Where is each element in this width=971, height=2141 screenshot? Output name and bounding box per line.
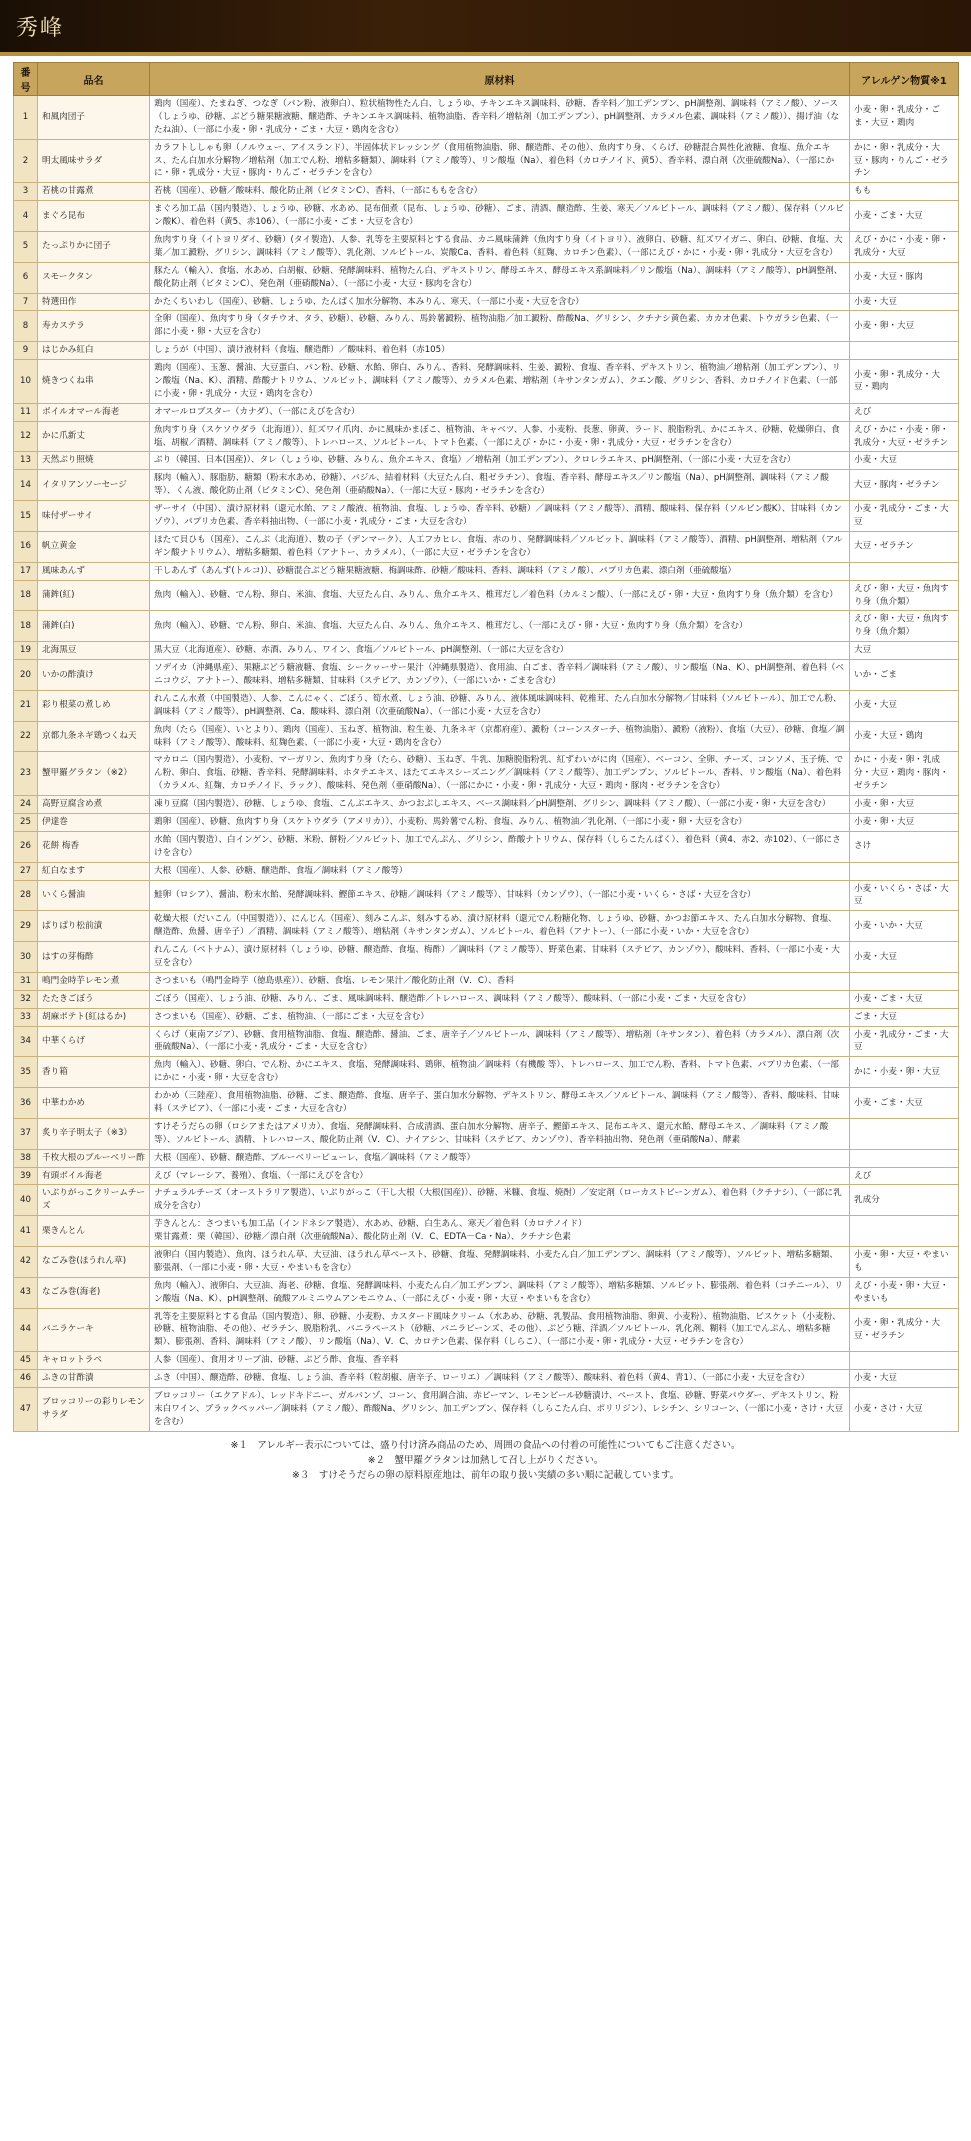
- ingredients-text: くらげ（東南アジア）、砂糖、食用植物油脂、食塩、醸造酢、醤油、ごま、唐辛子／ソルビトール、調味料（アミノ酸等）、増粘剤（キサンタン）、着色料（カラメル）、漂白剤（次亜硫酸Na）、（一部に小麦・乳成分・ごま・大豆を含む）: [150, 1026, 850, 1057]
- product-name: 焼きつくね串: [38, 360, 150, 404]
- row-number: 18: [14, 580, 38, 611]
- row-number: 10: [14, 360, 38, 404]
- allergens-text: 小麦・いか・大豆: [850, 911, 959, 942]
- ingredients-text: マカロニ（国内製造）、小麦粉、マーガリン、魚肉すり身（たら、砂糖）、玉ねぎ、牛乳、加糖脱脂粉乳、紅ずわいがに肉（国産）、ベーコン、全卵、チーズ、コンソメ、玉子焼、でん粉、卵白、食塩、砂糖、香辛料、発酵調味料、ホタテエキス、ほたてエキスシーズニング／調味料（アミノ酸等）、加工デンプン、ソルビトール、香料、リン酸塩（Na）、着色料（カラメル、紅麹、カロチノイド、ラック）、酸味料、発色剤（亜硝酸Na）、（一部にかに・小麦・卵・乳成分・大豆・鶏肉・豚肉・ゼラチンを含む）: [150, 752, 850, 796]
- row-number: 24: [14, 796, 38, 814]
- footnote: ※１ アレルギー表示については、盛り付け済み商品のため、周囲の食品への付着の可能性についてもご注意ください。: [230, 1439, 741, 1451]
- table-row: [14, 1308, 959, 1352]
- allergens-text: 小麦・乳成分・ごま・大豆: [850, 501, 959, 532]
- ingredients-text: さつまいも（国産）、砂糖、ごま、植物油、（一部にごま・大豆を含む）: [150, 1008, 850, 1026]
- ingredients-text: 魚肉すり身（イトヨリダイ、砂糖）(タイ製造)、人参、乳等を主要原料とする食品、カニ風味蒲鉾（魚肉すり身（イトヨリ）、液卵白、砂糖、紅ズワイガニ、卵白、砂糖、食塩、大葉／加工澱粉、グリシン、調味料（アミノ酸等）、乳化剤、ソルビトール、炭酸Ca、香料、着色料（紅麹、カロチン色素）、（一部にえび・かに・小麦・卵・乳成分・大豆を含む）: [150, 232, 850, 263]
- ingredients-text: 豚肉（輸入）、豚脂肪、糖類（粉末水あめ、砂糖）、バジル、結着材料（大豆たん白、粗ゼラチン）、食塩、香辛料、酵母エキス／リン酸塩（Na）、pH調整剤、調味料（アミノ酸等）、くん液、酸化防止剤（ビタミンC）、発色剤（亜硝酸Na）、（一部に大豆・豚肉・ゼラチンを含む）: [150, 470, 850, 501]
- allergens-text: [850, 562, 959, 580]
- row-number: 44: [14, 1308, 38, 1352]
- ingredients-text: 乾燥大根（だいこん（中国製造））、にんじん（国産）、刻みこんぶ、刻みするめ、漬け原材料（還元でん粉糖化物、しょうゆ、砂糖、かつお節エキス、たん白加水分解物、食塩、醸造酢、魚醤、唐辛子）／酒精、調味料（アミノ酸等）、増粘剤（キサンタンガム）、ソルビトール、着色料（アナトー）、（一部に小麦・いか・大豆を含む）: [150, 911, 850, 942]
- table-row: [14, 1388, 959, 1432]
- row-number: 18: [14, 611, 38, 642]
- row-number: 14: [14, 470, 38, 501]
- row-number: 43: [14, 1277, 38, 1308]
- table-header-row: [14, 63, 959, 96]
- allergens-text: 小麦・大豆: [850, 1370, 959, 1388]
- row-number: 13: [14, 452, 38, 470]
- ingredients-text: 鶏肉（国産）、たまねぎ、つなぎ（パン粉、液卵白）、粒状植物性たん白、しょうゆ、チキンエキス調味料、砂糖、香辛料／加工デンプン、pH調整剤、調味料（アミノ酸）、ソース（しょうゆ、砂糖、ぶどう糖果糖液糖、醸造酢、チキンエキス調味料、植物油脂、香辛料／増粘剤（加工デンプン）、pH調整剤、カラメル色素、調味料（アミノ酸））、揚げ油（なたね油）、（一部に小麦・卵・乳成分・ごま・大豆・鶏肉を含む）: [150, 96, 850, 140]
- product-name: キャロットラペ: [38, 1352, 150, 1370]
- allergens-text: 小麦・いくら・さば・大豆: [850, 880, 959, 911]
- ingredients-text: ほたて貝ひも（国産）、こんぶ（北海道）、数の子（デンマーク）、人工フカヒレ、食塩、赤のり、発酵調味料／ソルビット、調味料（アミノ酸等）、酒精、pH調整剤、増粘剤（アルギン酸ナトリウム）、増粘多糖類、着色料（アナトー、カラメル）、（一部に大豆・ゼラチンを含む）: [150, 531, 850, 562]
- table-row: [14, 862, 959, 880]
- allergens-text: 小麦・ごま・大豆: [850, 201, 959, 232]
- ingredients-text: しょうが（中国）、漬け液材料（食塩、醸造酢）／酸味料、着色料（赤105）: [150, 342, 850, 360]
- row-number: 21: [14, 690, 38, 721]
- row-number: 33: [14, 1008, 38, 1026]
- product-name: はじかみ紅白: [38, 342, 150, 360]
- allergens-text: [850, 972, 959, 990]
- product-name: 帆立黄金: [38, 531, 150, 562]
- table-row: [14, 831, 959, 862]
- allergens-text: えび・小麦・卵・大豆・やまいも: [850, 1277, 959, 1308]
- ingredients-table: [13, 62, 959, 1432]
- table-row: [14, 262, 959, 293]
- ingredients-text: 魚肉（輸入）、砂糖、でん粉、卵白、米油、食塩、大豆たん白、みりん、魚介エキス、椎茸だし、（一部にえび・卵・大豆・魚肉すり身（魚介類）を含む）: [150, 611, 850, 642]
- row-number: 27: [14, 862, 38, 880]
- product-name: 若桃の甘露煮: [38, 183, 150, 201]
- footnotes: [13, 1438, 958, 1498]
- product-name: 香り箱: [38, 1057, 150, 1088]
- column-header-allergens: アレルゲン物質※1: [850, 63, 959, 96]
- table-row: [14, 580, 959, 611]
- ingredients-text: 鮭卵（ロシア）、醤油、粉末水飴、発酵調味料、鰹節エキス、砂糖／調味料（アミノ酸等）、甘味料（カンゾウ）、（一部に小麦・いくら・さば・大豆を含む）: [150, 880, 850, 911]
- ingredients-text: れんこん水煮（中国製造）、人参、こんにゃく、ごぼう、筍水煮、しょう油、砂糖、みりん、液体風味調味料、乾椎茸、たん白加水分解物／甘味料（ソルビトール）、加工でん粉、調味料（アミノ酸等）、pH調整剤、Ca、酸味料、漂白剤（次亜硫酸Na）、（一部に小麦・大豆を含む）: [150, 690, 850, 721]
- allergens-text: 乳成分: [850, 1185, 959, 1216]
- product-name: 蒲鉾(白): [38, 611, 150, 642]
- ingredients-text: 凍り豆腐（国内製造）、砂糖、しょうゆ、食塩、こんぶエキス、かつおぶしエキス、ベース調味料／pH調整剤、グリシン、調味料（アミノ酸）、（一部に小麦・卵・大豆を含む）: [150, 796, 850, 814]
- row-number: 32: [14, 990, 38, 1008]
- product-name: 高野豆腐含め煮: [38, 796, 150, 814]
- table-row: [14, 293, 959, 311]
- product-name: 味付ザーサイ: [38, 501, 150, 532]
- table-row: [14, 201, 959, 232]
- allergens-text: 小麦・乳成分・ごま・大豆: [850, 1026, 959, 1057]
- ingredients-text: 水飴（国内製造）、白インゲン、砂糖、米粉、餅粉／ソルビット、加工でんぷん、グリシン、酢酸ナトリウム、保存料（しらこたんぱく）、着色料（黄4、赤2、赤102）、（一部にさけを含む）: [150, 831, 850, 862]
- ingredients-text: れんこん（ベトナム）、漬け原材料（しょうゆ、砂糖、醸造酢、食塩、梅酢）／調味料（アミノ酸等）、野菜色素、甘味料（ステビア、カンゾウ）、酸味料、香料、（一部に小麦・大豆を含む）: [150, 942, 850, 973]
- column-header-ingredients: 原材料: [150, 63, 850, 96]
- ingredients-text: 乳等を主要原料とする食品（国内製造）、卵、砂糖、小麦粉、カスタード風味クリーム（水あめ、砂糖、乳製品、食用植物油脂、卵黄、小麦粉）、植物油脂、ビスケット（小麦粉、砂糖、植物油脂、その他）、ゼラチン、脱脂粉乳、バニラペースト（砂糖、バニラビーンズ、その他）、ぶどう糖、洋酒／ソルビトール、乳化剤、糊料（加工でんぷん、増粘多糖類）、膨張剤、香料、調味料（アミノ酸）、リン酸塩（Na）、V．C、カロテン色素、保存料（しらこ）、（一部に小麦・卵・乳成分・大豆・ゼラチンを含む）: [150, 1308, 850, 1352]
- allergens-text: 小麦・卵・乳成分・大豆・鶏肉: [850, 360, 959, 404]
- allergens-text: かに・卵・乳成分・大豆・豚肉・りんご・ゼラチン: [850, 139, 959, 183]
- allergens-text: 小麦・大豆: [850, 942, 959, 973]
- row-number: 19: [14, 642, 38, 660]
- ingredients-text: すけそうだらの卵（ロシアまたはアメリカ）、食塩、発酵調味料、合成清酒、蛋白加水分解物、唐辛子、鰹節エキス、昆布エキス、還元水飴、酵母エキス、／調味料（アミノ酸等）、ソルビトール、酒精、トレハロース、酸化防止剤（V．C）、ナイアシン、甘味料（ステビア、カンゾウ）、香辛料抽出物、発色剤（亜硝酸Na）、酵素: [150, 1118, 850, 1149]
- table-row: [14, 139, 959, 183]
- allergens-text: [850, 862, 959, 880]
- table-row: [14, 752, 959, 796]
- product-name: たっぷりかに団子: [38, 232, 150, 263]
- table-row: [14, 690, 959, 721]
- product-name: いくら醤油: [38, 880, 150, 911]
- product-name: 特選田作: [38, 293, 150, 311]
- row-number: 31: [14, 972, 38, 990]
- product-name: スモークタン: [38, 262, 150, 293]
- product-name: 彩り根菜の煮しめ: [38, 690, 150, 721]
- product-name: 千枚大根のブルーベリー酢: [38, 1149, 150, 1167]
- row-number: 37: [14, 1118, 38, 1149]
- table-row: [14, 531, 959, 562]
- product-name: 花餅 梅香: [38, 831, 150, 862]
- allergens-text: [850, 1149, 959, 1167]
- table-row: [14, 972, 959, 990]
- row-number: 5: [14, 232, 38, 263]
- product-name: まぐろ昆布: [38, 201, 150, 232]
- row-number: 1: [14, 96, 38, 140]
- product-name: なごみ巻(海老): [38, 1277, 150, 1308]
- row-number: 23: [14, 752, 38, 796]
- row-number: 12: [14, 421, 38, 452]
- product-name: バニラケーキ: [38, 1308, 150, 1352]
- column-header-product-name: 品名: [38, 63, 150, 96]
- row-number: 45: [14, 1352, 38, 1370]
- ingredients-text: ごぼう（国産）、しょう油、砂糖、みりん、ごま、風味調味料、醸造酢／トレハロース、調味料（アミノ酸等）、酸味料、（一部に小麦・ごま・大豆を含む）: [150, 990, 850, 1008]
- table-row: [14, 342, 959, 360]
- product-name: たたきごぼう: [38, 990, 150, 1008]
- table-row: [14, 1216, 959, 1247]
- ingredients-text: 黒大豆（北海道産）、砂糖、赤酒、みりん、ワイン、食塩／ソルビトール、pH調整剤、（一部に大豆を含む）: [150, 642, 850, 660]
- allergens-text: [850, 342, 959, 360]
- row-number: 20: [14, 660, 38, 691]
- table-row: [14, 360, 959, 404]
- table-row: [14, 403, 959, 421]
- table-row: [14, 452, 959, 470]
- table-row: [14, 1026, 959, 1057]
- allergens-text: 小麦・大豆・豚肉: [850, 262, 959, 293]
- product-name: 炙り辛子明太子（※3）: [38, 1118, 150, 1149]
- table-row: [14, 1352, 959, 1370]
- table-row: [14, 1185, 959, 1216]
- product-name: ぱりぱり松前漬: [38, 911, 150, 942]
- allergens-text: かに・小麦・卵・乳成分・大豆・鶏肉・豚肉・ゼラチン: [850, 752, 959, 796]
- product-name: 天然ぶり照焼: [38, 452, 150, 470]
- ingredients-text: カラフトししゃも卵（ノルウェー、アイスランド）、半固体状ドレッシング（食用植物油脂、卵、醸造酢、その他）、魚肉すり身、くらげ、砂糖混合異性化液糖、食塩、魚介エキス、たん白加水分解物／増粘剤（加工でん粉、増粘多糖類）、調味料（アミノ酸等）、リン酸塩（Na）、着色料（カロチノイド、黄5）、香辛料、漂白剤（次亜硫酸Na）、（一部にかに・卵・乳成分・大豆・豚肉・りんご・ゼラチンを含む）: [150, 139, 850, 183]
- ingredients-text: 鶏卵（国産）、砂糖、魚肉すり身（スケトウダラ（アメリカ））、小麦粉、馬鈴薯でん粉、食塩、みりん、植物油／乳化剤、（一部に小麦・卵・大豆を含む）: [150, 813, 850, 831]
- product-name: 伊達巻: [38, 813, 150, 831]
- table-row: [14, 911, 959, 942]
- allergens-text: 小麦・卵・大豆: [850, 813, 959, 831]
- ingredients-text: えび（マレーシア、養殖）、食塩、（一部にえびを含む）: [150, 1167, 850, 1185]
- allergens-text: 小麦・卵・乳成分・ごま・大豆・鶏肉: [850, 96, 959, 140]
- ingredients-text: 魚肉すり身（スケソウダラ（北海道））、紅ズワイ爪肉、かに風味かまぼこ、植物油、キャベツ、人参、小麦粉、長葱、卵黄、ラード、脱脂粉乳、かにエキス、砂糖、乾燥卵白、食塩、胡椒／酒精、調味料（アミノ酸等）、トレハロース、ソルビトール、トマト色素、（一部にえび・かに・小麦・卵・乳成分・大豆・ゼラチンを含む）: [150, 421, 850, 452]
- allergens-text: 小麦・卵・大豆: [850, 796, 959, 814]
- table-row: [14, 813, 959, 831]
- ingredients-text: オマールロブスター（カナダ）、（一部にえびを含む）: [150, 403, 850, 421]
- product-name: 明太風味サラダ: [38, 139, 150, 183]
- allergens-text: えび・かに・小麦・卵・乳成分・大豆・ゼラチン: [850, 421, 959, 452]
- table-row: [14, 990, 959, 1008]
- ingredients-text: わかめ（三陸産）、食用植物油脂、砂糖、ごま、醸造酢、食塩、唐辛子、蛋白加水分解物、デキストリン、酵母エキス／ソルビトール、調味料（アミノ酸等）、香料、酸味料、甘味料（ステビア）、（一部に小麦・ごま・大豆を含む）: [150, 1088, 850, 1119]
- footnote: ※２ 蟹甲羅グラタンは加熱して召し上がりください。: [367, 1454, 604, 1466]
- table-row: [14, 1118, 959, 1149]
- product-name: かに爪新丈: [38, 421, 150, 452]
- footnote: ※３ すけそうだらの卵の原料原産地は、前年の取り扱い実績の多い順に記載しています。: [291, 1470, 680, 1482]
- table-row: [14, 1167, 959, 1185]
- table-row: [14, 1149, 959, 1167]
- allergens-text: さけ: [850, 831, 959, 862]
- table-row: [14, 311, 959, 342]
- allergens-text: いか・ごま: [850, 660, 959, 691]
- row-number: 7: [14, 293, 38, 311]
- ingredients-text: 大根（国産）、砂糖、醸造酢、ブルーベリーピューレ、食塩／調味料（アミノ酸等）: [150, 1149, 850, 1167]
- ingredients-text: 若桃（国産）、砂糖／酸味料、酸化防止剤（ビタミンC）、香料、（一部にももを含む）: [150, 183, 850, 201]
- table-wrapper: [0, 56, 971, 1497]
- allergens-text: えび: [850, 403, 959, 421]
- column-header-number: 番号: [14, 63, 38, 96]
- row-number: 22: [14, 721, 38, 752]
- table-row: [14, 1088, 959, 1119]
- row-number: 40: [14, 1185, 38, 1216]
- allergens-text: 小麦・卵・乳成分・大豆・ゼラチン: [850, 1308, 959, 1352]
- row-number: 25: [14, 813, 38, 831]
- allergens-text: 小麦・卵・大豆: [850, 311, 959, 342]
- row-number: 16: [14, 531, 38, 562]
- row-number: 8: [14, 311, 38, 342]
- table-body: [14, 96, 959, 1432]
- header-bar: [0, 0, 971, 56]
- row-number: 15: [14, 501, 38, 532]
- row-number: 36: [14, 1088, 38, 1119]
- table-row: [14, 501, 959, 532]
- product-name: ブロッコリーの彩りレモンサラダ: [38, 1388, 150, 1432]
- allergens-text: 小麦・大豆: [850, 690, 959, 721]
- table-row: [14, 96, 959, 140]
- product-name: 有頭ボイル海老: [38, 1167, 150, 1185]
- allergens-text: 小麦・大豆: [850, 452, 959, 470]
- table-row: [14, 796, 959, 814]
- ingredients-text: さつまいも（鳴門金時芋（徳島県産））、砂糖、食塩、レモン果汁／酸化防止剤（V．C）、香料: [150, 972, 850, 990]
- row-number: 35: [14, 1057, 38, 1088]
- allergens-text: えび: [850, 1167, 959, 1185]
- ingredients-text: 鶏肉（国産）、玉葱、醤油、大豆蛋白、パン粉、砂糖、水飴、卵白、みりん、香料、発酵調味料、生姜、澱粉、食塩、香辛料、デキストリン、植物油／増粘剤（加工デンプン）、リン酸塩（Na、K）、酒精、酢酸ナトリウム、ソルビット、調味料（アミノ酸等）、カラメル色素、増粘剤（キサンタンガム）、クエン酸、グリシン、香料、カロチノイド色素、（一部に小麦・卵・乳成分・大豆・鶏肉を含む）: [150, 360, 850, 404]
- table-row: [14, 942, 959, 973]
- product-name: 蒲鉾(紅): [38, 580, 150, 611]
- row-number: 46: [14, 1370, 38, 1388]
- table-row: [14, 611, 959, 642]
- ingredients-text: 魚肉（たら（国産）、いとより）、鶏肉（国産）、玉ねぎ、植物油、粒生姜、九条ネギ（京都府産）、澱粉（コーンスターチ、植物油脂）、澱粉（液粉）、食塩（大豆）、砂糖、食塩／調味料（アミノ酸等）、酸味料、紅麹色素、（一部に小麦・大豆・鶏肉を含む）: [150, 721, 850, 752]
- table-row: [14, 183, 959, 201]
- table-row: [14, 721, 959, 752]
- product-name: いかの酢漬け: [38, 660, 150, 691]
- ingredients-text: かたくちいわし（国産）、砂糖、しょうゆ、たんぱく加水分解物、本みりん、寒天、（一部に小麦・大豆を含む）: [150, 293, 850, 311]
- product-name: 中華くらげ: [38, 1026, 150, 1057]
- row-number: 4: [14, 201, 38, 232]
- row-number: 6: [14, 262, 38, 293]
- row-number: 41: [14, 1216, 38, 1247]
- allergens-text: もも: [850, 183, 959, 201]
- allergens-text: かに・小麦・卵・大豆: [850, 1057, 959, 1088]
- product-name: ボイルオマール海老: [38, 403, 150, 421]
- ingredients-text: 干しあんず（あんず(トルコ)）、砂糖混合ぶどう糖果糖液糖、梅調味酢、砂糖／酸味料、香料、調味料（アミノ酸）、パプリカ色素、漂白剤（亜硫酸塩）: [150, 562, 850, 580]
- ingredients-text: ソデイカ（沖縄県産）、果糖ぶどう糖液糖、食塩、シークヮーサー果汁（沖縄県製造）、食用油、白ごま、香辛料／調味料（アミノ酸）、リン酸塩（Na、K）、pH調整剤、着色料（ベニコウジ、アナトー）、酸味料、増粘多糖類、甘味料（ステビア、カンゾウ）、（一部にいか・ごまを含む）: [150, 660, 850, 691]
- product-name: いぶりがっこクリームチーズ: [38, 1185, 150, 1216]
- allergens-text: [850, 1216, 959, 1247]
- row-number: 38: [14, 1149, 38, 1167]
- row-number: 28: [14, 880, 38, 911]
- row-number: 9: [14, 342, 38, 360]
- table-row: [14, 1370, 959, 1388]
- ingredients-text: 人参（国産）、食用オリーブ油、砂糖、ぶどう酢、食塩、香辛料: [150, 1352, 850, 1370]
- ingredients-text: 豚たん（輸入）、食塩、水あめ、白胡椒、砂糖、発酵調味料、植物たん白、デキストリン、酵母エキス、酵母エキス系調味料／リン酸塩（Na）、調味料（アミノ酸等）、pH調整剤、酸化防止剤（ビタミンC）、発色剤（亜硝酸Na）、（一部に小麦・大豆・豚肉を含む）: [150, 262, 850, 293]
- table-row: [14, 1247, 959, 1278]
- allergens-text: 小麦・大豆: [850, 293, 959, 311]
- allergens-text: 小麦・大豆・鶏肉: [850, 721, 959, 752]
- row-number: 39: [14, 1167, 38, 1185]
- product-name: ふきの甘酢漬: [38, 1370, 150, 1388]
- product-name: はすの芽梅酢: [38, 942, 150, 973]
- page-title: 秀峰: [16, 15, 65, 41]
- allergens-text: 大豆・豚肉・ゼラチン: [850, 470, 959, 501]
- product-name: 京都九条ネギ鶏つくね天: [38, 721, 150, 752]
- table-row: [14, 1057, 959, 1088]
- product-name: なごみ巻(ほうれん草): [38, 1247, 150, 1278]
- allergens-text: えび・かに・小麦・卵・乳成分・大豆: [850, 232, 959, 263]
- ingredients-text: まぐろ加工品（国内製造）、しょうゆ、砂糖、水あめ、昆布佃煮（昆布、しょうゆ、砂糖）、ごま、清酒、醸造酢、生姜、寒天／ソルビトール、調味料（アミノ酸）、保存料（ソルビン酸K）、着色料（黄5、赤106）、（一部に小麦・ごま・大豆を含む）: [150, 201, 850, 232]
- row-number: 47: [14, 1388, 38, 1432]
- allergens-text: ごま・大豆: [850, 1008, 959, 1026]
- product-name: 蟹甲羅グラタン（※2）: [38, 752, 150, 796]
- product-name: 胡麻ポテト(紅はるか): [38, 1008, 150, 1026]
- ingredients-text: ナチュラルチーズ（オーストラリア製造）、いぶりがっこ（干し大根（大根(国産)）、砂糖、米糠、食塩、焼酎）／安定剤（ローカストビーンガム）、着色料（クチナシ）、（一部に乳成分を含む）: [150, 1185, 850, 1216]
- allergens-text: えび・卵・大豆・魚肉すり身（魚介類）: [850, 580, 959, 611]
- ingredients-text: 液卵白（国内製造）、魚肉、ほうれん草、大豆油、ほうれん草ペースト、砂糖、食塩、発酵調味料、小麦たん白／加工デンプン、調味料（アミノ酸等）、ソルビット、増粘多糖類、膨張剤、（一部に小麦・卵・大豆・やまいもを含む）: [150, 1247, 850, 1278]
- ingredients-text: ザーサイ（中国）、漬け原材料（還元水飴、アミノ酸液、植物油、食塩、しょうゆ、香辛料、砂糖）／調味料（アミノ酸等）、酒精、酸味料、保存料（ソルビン酸K）、甘味料（カンゾウ）、パプリカ色素、香辛料抽出物、（一部に小麦・乳成分・ごま・大豆を含む）: [150, 501, 850, 532]
- ingredients-text: 全卵（国産）、魚肉すり身（タチウオ、タラ、砂糖）、砂糖、みりん、馬鈴薯澱粉、植物油脂／加工澱粉、酢酸Na、グリシン、クチナシ黄色素、カカオ色素、トウガラシ色素、（一部に小麦・卵・大豆を含む）: [150, 311, 850, 342]
- ingredients-text: 魚肉（輸入）、液卵白、大豆油、海老、砂糖、食塩、発酵調味料、小麦たん白／加工デンプン、調味料（アミノ酸等）、増粘多糖類、ソルビット、膨張剤、着色料（コチニール）、リン酸塩（Na、K）、pH調整剤、硫酸アルミニウムアンモニウム、（一部にえび・小麦・卵・大豆・やまいもを含む）: [150, 1277, 850, 1308]
- row-number: 26: [14, 831, 38, 862]
- ingredients-text: ブロッコリー（エクアドル）、レッドキドニー、ガルバンゾ、コーン、食用調合油、赤ピーマン、レモンピール砂糖漬け、ペースト、食塩、砂糖、野菜パウダー、デキストリン、粉末白ワイン、ブラックペッパー／調味料（アミノ酸）、酢酸Na、グリシン、加工デンプン、保存料（しらこたん白、ポリリジン）、レシチン、シリコーン、（一部に小麦・さけ・大豆を含む）: [150, 1388, 850, 1432]
- table-row: [14, 232, 959, 263]
- product-name: 栗きんとん: [38, 1216, 150, 1247]
- table-row: [14, 1008, 959, 1026]
- product-name: 中華わかめ: [38, 1088, 150, 1119]
- row-number: 2: [14, 139, 38, 183]
- product-name: 鳴門金時芋レモン煮: [38, 972, 150, 990]
- product-name: 北海黒豆: [38, 642, 150, 660]
- row-number: 11: [14, 403, 38, 421]
- ingredients-text: 芋きんとん：さつまいも加工品（インドネシア製造）、水あめ、砂糖、白生あん、寒天／着色料（カロテノイド） 栗甘露煮：栗（韓国）、砂糖／漂白剤（次亜硫酸Na）、酸化防止剤（V．C、EDTA－Ca・Na）、クチナシ色素: [150, 1216, 850, 1247]
- allergens-text: 小麦・卵・大豆・やまいも: [850, 1247, 959, 1278]
- table-row: [14, 880, 959, 911]
- row-number: 30: [14, 942, 38, 973]
- row-number: 34: [14, 1026, 38, 1057]
- product-name: 紅白なます: [38, 862, 150, 880]
- table-row: [14, 470, 959, 501]
- allergens-text: 小麦・ごま・大豆: [850, 1088, 959, 1119]
- row-number: 17: [14, 562, 38, 580]
- ingredients-text: 魚肉（輸入）、砂糖、卵白、でん粉、かにエキス、食塩、発酵調味料、鶏卵、植物油／調味料（有機酸 等）、トレハロース、加工でん粉、香料、トマト色素、パプリカ色素、（一部にかに・小麦・卵・大豆を含む）: [150, 1057, 850, 1088]
- product-name: 風味あんず: [38, 562, 150, 580]
- table-row: [14, 642, 959, 660]
- row-number: 29: [14, 911, 38, 942]
- table-row: [14, 421, 959, 452]
- allergens-text: 小麦・ごま・大豆: [850, 990, 959, 1008]
- ingredients-text: ふき（中国）、醸造酢、砂糖、食塩、しょう油、香辛料（粒胡椒、唐辛子、ローリエ）／調味料（アミノ酸等）、酸味料、着色料（黄4、青1）、（一部に小麦・大豆を含む）: [150, 1370, 850, 1388]
- table-row: [14, 1277, 959, 1308]
- allergens-text: えび・卵・大豆・魚肉すり身（魚介類）: [850, 611, 959, 642]
- product-name: イタリアンソーセージ: [38, 470, 150, 501]
- ingredients-text: ぶり（韓国、日本(国産)）、タレ（しょうゆ、砂糖、みりん、魚介エキス、食塩）／増粘剤（加工デンプン）、クロレラエキス、pH調整剤、（一部に小麦・大豆を含む）: [150, 452, 850, 470]
- product-name: 寿カステラ: [38, 311, 150, 342]
- row-number: 3: [14, 183, 38, 201]
- row-number: 42: [14, 1247, 38, 1278]
- allergens-text: [850, 1352, 959, 1370]
- ingredients-text: 魚肉（輸入）、砂糖、でん粉、卵白、米油、食塩、大豆たん白、みりん、魚介エキス、椎茸だし／着色料（カルミン酸）、（一部にえび・卵・大豆・魚肉すり身（魚介類）を含む）: [150, 580, 850, 611]
- ingredients-text: 大根（国産）、人参、砂糖、醸造酢、食塩／調味料（アミノ酸等）: [150, 862, 850, 880]
- allergens-text: 大豆: [850, 642, 959, 660]
- product-name: 和風肉団子: [38, 96, 150, 140]
- allergens-text: 大豆・ゼラチン: [850, 531, 959, 562]
- table-row: [14, 660, 959, 691]
- allergens-text: [850, 1118, 959, 1149]
- allergens-text: 小麦・さけ・大豆: [850, 1388, 959, 1432]
- table-row: [14, 562, 959, 580]
